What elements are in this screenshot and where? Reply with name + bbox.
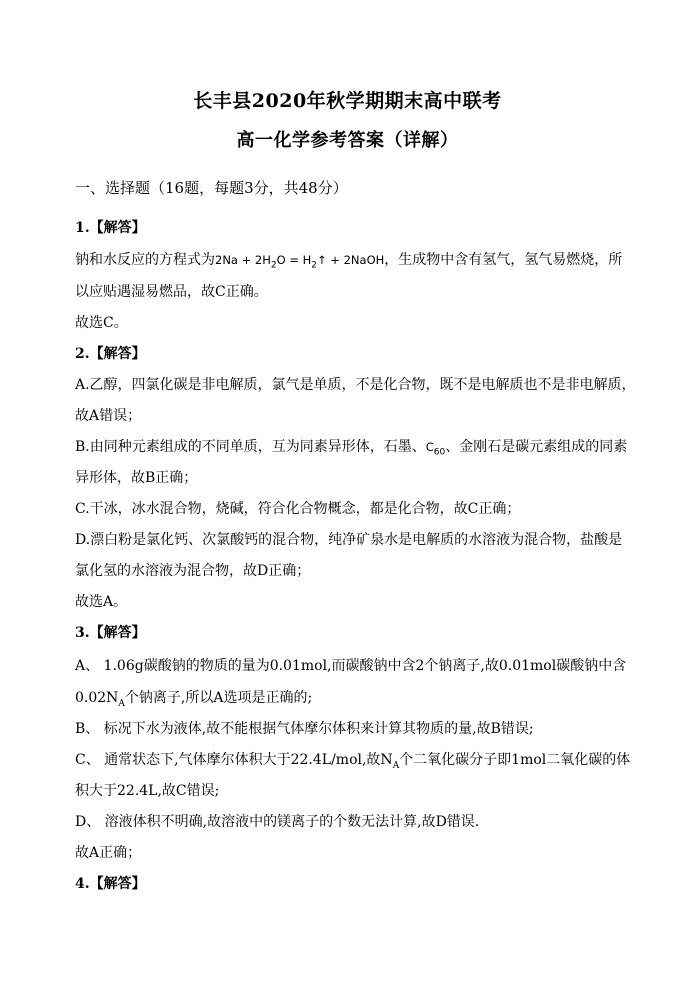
q3-a-line2 (75, 688, 635, 708)
document-title: 长丰县2020年秋学期期末高中联考 (193, 90, 502, 112)
q2-label: 2.【解答】 (75, 346, 146, 362)
q2-b-text-pre: B.由同种元素组成的不同单质，互为同素异形体，石墨、 (75, 439, 426, 455)
c60-formula (425, 440, 446, 458)
q1-equation (215, 253, 385, 271)
q3-a-line1: A、 1.06g碳酸钠的物质的量为0.01mol,而碳酸钠中含2个钠离子,故0.01mol碳酸钠中含 (75, 658, 627, 674)
q1-label: 1.【解答】 (75, 220, 146, 236)
q3-a-text-post: 个钠离子,所以A选项是正确的; (124, 690, 313, 706)
q3-c-text-pre: C、 通常状态下,气体摩尔体积大于22.4L/mol,故N (75, 752, 393, 768)
q2-b-text-post: 、金刚石是碳元素组成的同素 (445, 439, 628, 455)
na-sub: A (118, 698, 125, 709)
document-subtitle: 高一化学参考答案（详解） (236, 130, 459, 151)
q1-line2: 以应贴遇湿易燃品，故C正确。 (75, 284, 268, 300)
section-heading: 一、选择题（16题，每题3分，共48分） (75, 179, 348, 197)
c60-sub: 60 (433, 447, 446, 458)
q2-b-line1 (75, 437, 635, 457)
c60-symbol: C (425, 440, 434, 454)
q3-label: 3.【解答】 (75, 625, 146, 641)
eq-part-a: 2Na + 2H (215, 253, 271, 267)
eq-sub-2: 2 (311, 260, 318, 271)
q3-d-line: D、 溶液体积不明确,故溶液中的镁离子的个数无法计算,故D错误. (75, 814, 480, 830)
q2-c-line: C.干冰，冰水混合物，烧碱，符合化合物概念，都是化合物，故C正确； (75, 501, 521, 517)
q2-d-line1: D.漂白粉是氯化钙、次氯酸钙的混合物，纯净矿泉水是电解质的水溶液为混合物，盐酸是 (75, 532, 623, 548)
eq-part-c: ↑ + 2NaOH (317, 253, 385, 267)
q3-c-line1 (75, 750, 635, 770)
q3-b-line: B、 标况下水为液体,故不能根据气体摩尔体积来计算其物质的量,故B错误; (75, 721, 534, 737)
eq-sub-1: 2 (270, 260, 277, 271)
q1-text-post: ，生成物中含有氢气，氢气易燃烧，所 (384, 252, 623, 268)
q3-a-text-pre: 0.02N (75, 690, 119, 706)
q2-d-line2: 氯化氢的水溶液为混合物，故D正确； (75, 563, 311, 579)
q4-label: 4.【解答】 (75, 876, 146, 892)
q1-answer: 故选C。 (75, 315, 128, 331)
q2-a-line2: 故A错误； (75, 408, 142, 424)
q3-c-line2: 积大于22.4L,故C错误; (75, 783, 220, 799)
q2-answer: 故选A。 (75, 594, 128, 610)
eq-part-b: O = H (276, 253, 312, 267)
na-sub-2: A (392, 760, 400, 771)
q2-a-line1: A.乙醇，四氯化碳是非电解质，氯气是单质，不是化合物，既不是电解质也不是非电解质， (75, 377, 636, 393)
q3-answer: 故A正确； (75, 845, 142, 861)
q2-b-line2: 异形体，故B正确； (75, 470, 198, 486)
q1-text-pre: 钠和水反应的方程式为 (75, 252, 215, 268)
q1-line1 (75, 250, 635, 270)
q3-c-text-post: 个二氧化碳分子即1mol二氧化碳的体 (399, 752, 631, 768)
